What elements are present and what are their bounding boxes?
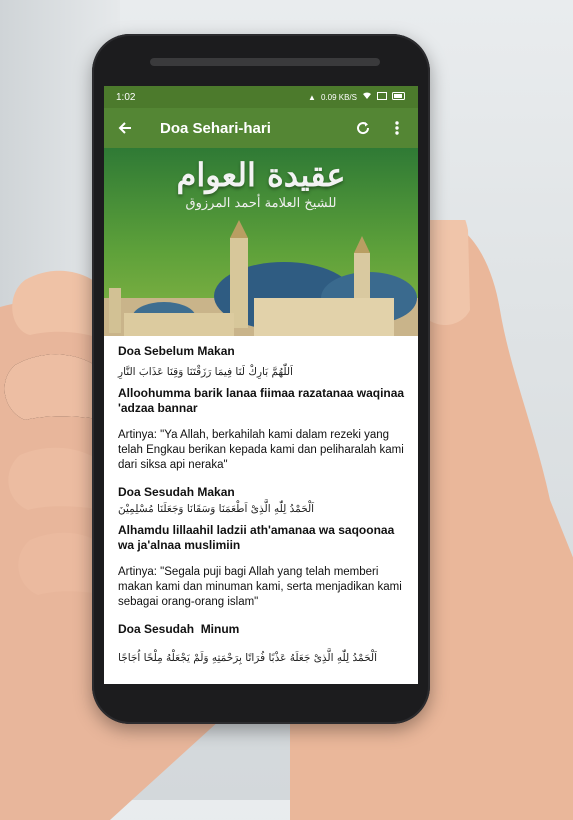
header-banner-image <box>104 148 418 336</box>
status-time: 1:02 <box>116 91 136 103</box>
prayer-meaning: Artinya: "Ya Allah, berkahilah kami dalam rezeki yang telah Engkau berikan kepada kami dan peliharalah kami dari siksa api neraka" <box>118 429 404 471</box>
prayer-arabic: اَللّٰهُمَّ بَارِكْ لَنَا فِيمَا رَزَقْتَنَا وَقِنَا عَذَابَ النَّارِ <box>118 366 293 378</box>
app-screen <box>104 86 418 684</box>
notification-icon: ▲ <box>308 92 316 102</box>
prayer-heading: Doa Sebelum Makan <box>118 344 235 358</box>
battery-icon <box>392 92 406 102</box>
arrow-back-icon[interactable] <box>114 117 136 139</box>
prayer-item <box>118 622 406 666</box>
mosque-illustration <box>104 148 418 336</box>
refresh-icon[interactable] <box>352 117 374 139</box>
page-title: Doa Sehari-hari <box>160 119 271 137</box>
wifi-icon <box>362 92 372 102</box>
prayer-item <box>118 485 406 610</box>
prayer-item <box>118 344 406 473</box>
banner-title: عقيدة العوام <box>176 156 346 194</box>
prayer-heading: Doa Sesudah Minum <box>118 622 240 636</box>
status-bar <box>104 86 418 108</box>
net-speed: 0.09 KB/S <box>320 92 357 102</box>
prayer-content <box>104 336 418 666</box>
prayer-meaning: Artinya: "Segala puji bagi Allah yang telah memberi makan kami dan minuman kami, serta menjadikan kami sebagai orang-orang islam" <box>118 566 402 608</box>
prayer-transliteration: Alloohumma barik lanaa fiimaa razatanaa waqinaa 'adzaa bannar <box>118 386 405 415</box>
phone-speaker <box>150 58 380 66</box>
prayer-arabic: اَلْحَمْدُ لِلّٰهِ الَّذِىْ جَعَلَهُ عَذْبًا فُرَاتًا بِرَحْمَتِهِ وَلَمْ يَجْعَلْهُ مِلْحًا اُجَاجًا <box>118 652 377 664</box>
cast-icon <box>377 92 387 102</box>
more-vert-icon[interactable] <box>386 117 408 139</box>
prayer-transliteration: Alhamdu lillaahil ladzii ath'amanaa wa saqoonaa wa ja'alnaa muslimiin <box>118 523 395 552</box>
status-icons <box>308 92 406 102</box>
app-bar <box>104 108 418 148</box>
banner-subtitle: للشيخ العلامة أحمد المرزوق <box>185 196 337 211</box>
prayer-heading: Doa Sesudah Makan <box>118 485 235 499</box>
prayer-arabic: اَلْحَمْدُ لِلّٰهِ الَّذِىْ اَطْعَمَنَا وَسَقَانَا وَجَعَلَنَا مُسْلِمِيْنَ <box>118 503 315 515</box>
